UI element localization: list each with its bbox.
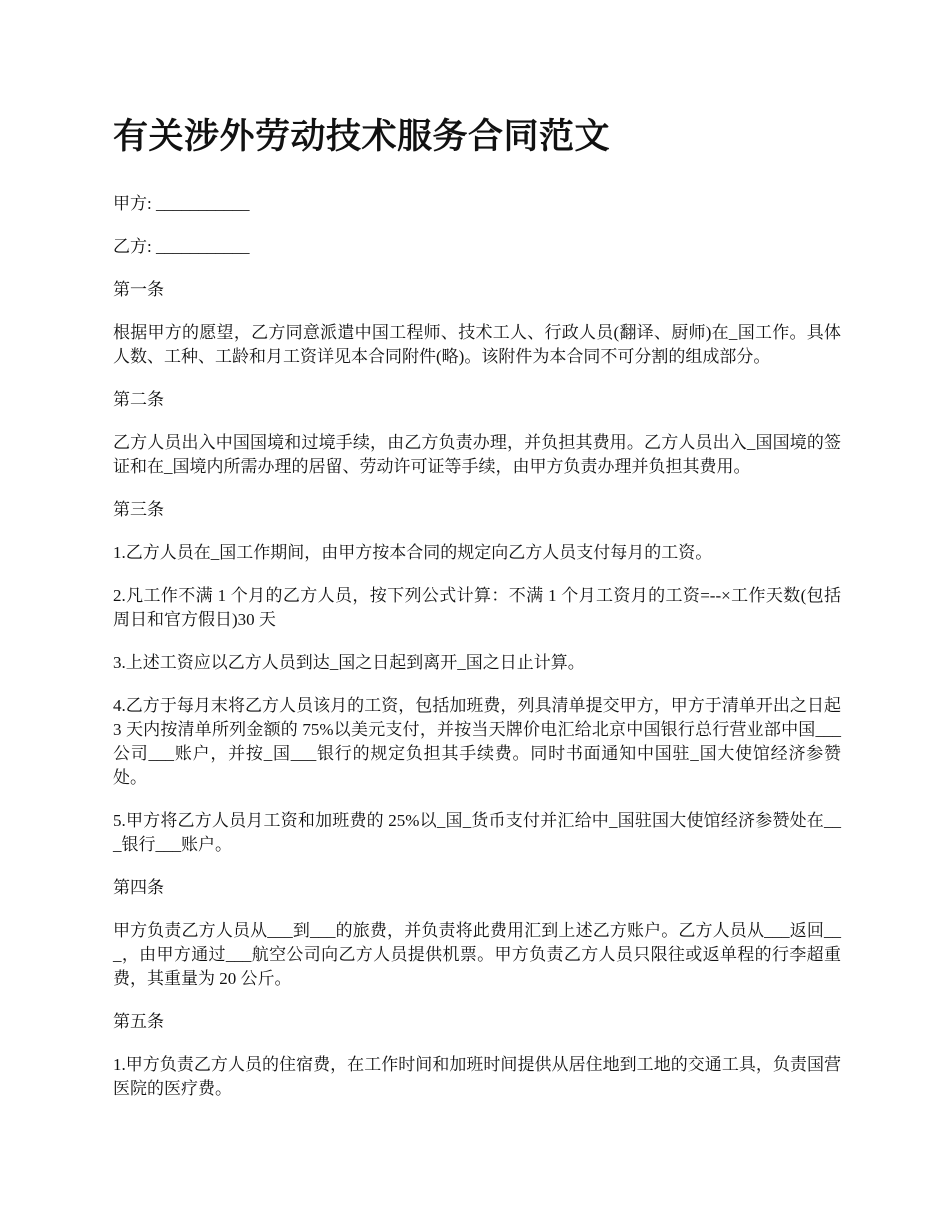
article-2-heading: 第二条 [113, 390, 164, 409]
article-1-heading: 第一条 [113, 280, 164, 299]
article-3-item-2: 2.凡工作不满 1 个月的乙方人员，按下列公式计算：不满 1 个月工资月的工资=--×工作天数(包括周日和官方假日)30 天 [113, 586, 841, 629]
article-3-heading: 第三条 [113, 500, 164, 519]
article-5-heading: 第五条 [113, 1012, 164, 1031]
article-3-item-1: 1.乙方人员在_国工作期间，由甲方按本合同的规定向乙方人员支付每月的工资。 [113, 543, 713, 562]
article-2-text: 乙方人员出入中国国境和过境手续，由乙方负责办理，并负担其费用。乙方人员出入_国国境的签证和在_国境内所需办理的居留、劳动许可证等手续，由甲方负责办理并负担其费用。 [113, 433, 841, 476]
article-5-item-1: 1.甲方负责乙方人员的住宿费，在工作时间和加班时间提供从居住地到工地的交通工具，负责国营医院的医疗费。 [113, 1055, 841, 1098]
document-page [113, 112, 841, 1120]
document-title: 有关涉外劳动技术服务合同范文 [113, 117, 611, 157]
article-3-item-5: 5.甲方将乙方人员月工资和加班费的 25%以_国_货币支付并汇给中_国驻国大使馆经济参赞处在___银行___账户。 [113, 811, 841, 854]
article-3-item-3: 3.上述工资应以乙方人员到达_国之日起到离开_国之日止计算。 [113, 653, 585, 672]
party-b-line: 乙方: ___________ [113, 237, 250, 256]
party-a-line: 甲方: ___________ [113, 194, 250, 213]
article-4-heading: 第四条 [113, 878, 164, 897]
article-4-text: 甲方负责乙方人员从___到___的旅费，并负责将此费用汇到上述乙方账户。乙方人员从___返回___，由甲方通过___航空公司向乙方人员提供机票。甲方负责乙方人员只限往或返单程的行李超重费，其重量为 20 公斤。 [113, 921, 841, 988]
article-3-item-4: 4.乙方于每月末将乙方人员该月的工资，包括加班费，列具清单提交甲方，甲方于清单开出之日起 3 天内按清单所列金额的 75%以美元支付，并按当天牌价电汇给北京中国银行总行营业部中国___公司___账户，并按_国___银行的规定负担其手续费。同时书面通知中国驻_国大使馆经济参赞处。 [113, 696, 841, 787]
article-1-text: 根据甲方的愿望，乙方同意派遣中国工程师、技术工人、行政人员(翻译、厨师)在_国工作。具体人数、工种、工龄和月工资详见本合同附件(略)。该附件为本合同不可分割的组成部分。 [113, 323, 841, 366]
